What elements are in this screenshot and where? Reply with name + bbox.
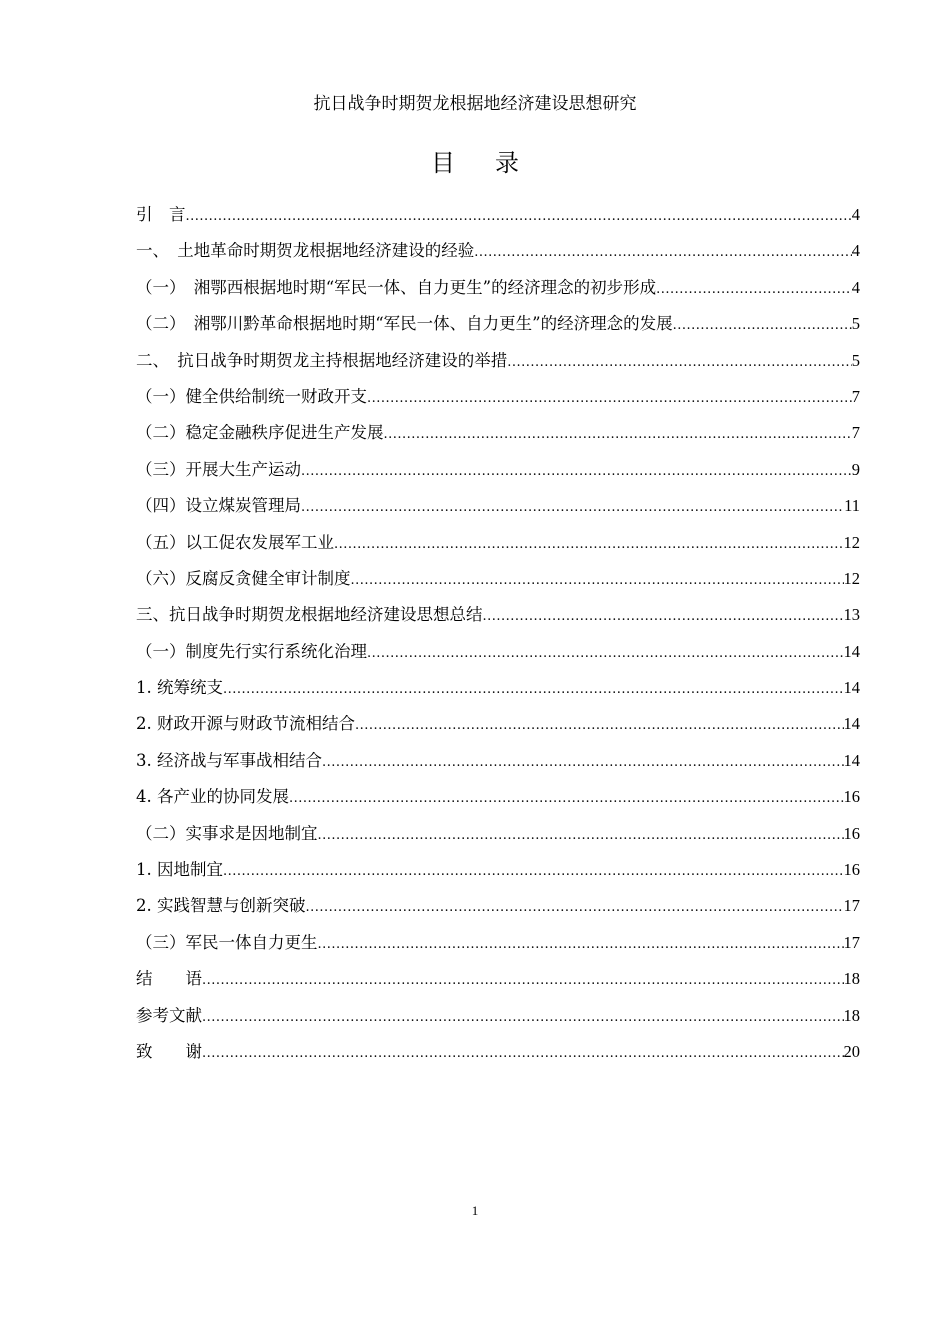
toc-entry-page: 12: [843, 568, 860, 588]
toc-entry-label: （五）以工促农发展军工业: [136, 532, 334, 552]
toc-entry-page: 12: [843, 532, 860, 552]
toc-entry[interactable]: [136, 379, 860, 415]
toc-entry[interactable]: [136, 852, 860, 888]
toc-leader-dots: [318, 927, 844, 963]
toc-entry-page: 14: [843, 641, 860, 661]
toc-entry-label: （三）军民一体自力更生: [136, 932, 318, 952]
toc-entry[interactable]: [136, 998, 860, 1034]
toc-leader-dots: [656, 272, 852, 308]
toc-entry-label: 1. 因地制宜: [136, 860, 223, 880]
toc-leader-dots: [334, 527, 844, 563]
toc-leader-dots: [223, 672, 844, 708]
toc-entry-page: 4: [851, 205, 860, 224]
toc-leader-dots: [474, 235, 852, 271]
toc-entry-page: 18: [843, 969, 860, 989]
toc-entry[interactable]: [136, 706, 860, 742]
toc-entry-page: 4: [851, 241, 860, 261]
toc-entry-page: 16: [843, 787, 860, 807]
toc-entry-page: 9: [851, 459, 860, 479]
toc-leader-dots: [367, 381, 852, 417]
toc-leader-dots: [301, 454, 852, 490]
toc-leader-dots: [367, 636, 844, 672]
toc-entry-label: （二） 湘鄂川黔革命根据地时期“军民一体、自力更生”的经济理念的发展: [136, 314, 673, 334]
toc-entry-label: （一）健全供给制统一财政开支: [136, 386, 367, 406]
toc-leader-dots: [306, 890, 844, 926]
toc-entry[interactable]: [136, 670, 860, 706]
toc-entry-page: 7: [851, 423, 860, 443]
toc-entry-page: 17: [843, 896, 860, 916]
toc-leader-dots: [223, 854, 844, 890]
toc-entry-page: 5: [851, 314, 860, 334]
toc-entry[interactable]: [136, 197, 860, 233]
toc-leader-dots: [673, 308, 852, 344]
toc-entry-label: 结 语: [136, 969, 202, 989]
toc-entry[interactable]: [136, 270, 860, 306]
toc-leader-dots: [355, 708, 844, 744]
toc-entry-label: 三、抗日战争时期贺龙根据地经济建设思想总结: [136, 605, 483, 625]
toc-entry[interactable]: [136, 597, 860, 633]
toc-entry[interactable]: [136, 488, 860, 524]
toc-entry[interactable]: [136, 561, 860, 597]
toc-entry-label: 参考文献: [136, 1005, 202, 1025]
toc-entry-page: 7: [851, 386, 860, 406]
toc-entry-label: （一） 湘鄂西根据地时期“军民一体、自力更生”的经济理念的初步形成: [136, 277, 657, 297]
toc-entry[interactable]: [136, 1034, 860, 1070]
running-header: 抗日战争时期贺龙根据地经济建设思想研究: [313, 94, 637, 114]
toc-entry-label: （六）反腐反贪健全审计制度: [136, 568, 351, 588]
toc-entry-label: 2. 财政开源与财政节流相结合: [136, 714, 355, 734]
toc-entry[interactable]: [136, 525, 860, 561]
toc-entry[interactable]: [136, 343, 860, 379]
toc-entry-label: 3. 经济战与军事战相结合: [136, 750, 322, 770]
toc-leader-dots: [289, 781, 844, 817]
toc-entry[interactable]: [136, 233, 860, 269]
toc-entry[interactable]: [136, 634, 860, 670]
toc-entry-label: （三）开展大生产运动: [136, 459, 301, 479]
toc-entry-label: （二）实事求是因地制宜: [136, 823, 318, 843]
toc-entry-label: （一）制度先行实行系统化治理: [136, 641, 367, 661]
toc-entry-label: 一、 土地革命时期贺龙根据地经济建设的经验: [136, 241, 475, 261]
toc-entry-page: 20: [843, 1041, 860, 1061]
toc-entry-page: 14: [843, 678, 860, 698]
table-of-contents: [136, 197, 860, 1070]
toc-entry-page: 16: [843, 860, 860, 880]
toc-leader-dots: [507, 345, 852, 381]
toc-entry-page: 5: [851, 350, 860, 370]
toc-entry-label: 1. 统筹统支: [136, 678, 223, 698]
toc-entry[interactable]: [136, 961, 860, 997]
toc-entry-page: 11: [844, 496, 860, 516]
toc-entry-page: 13: [843, 605, 860, 625]
toc-entry-label: （四）设立煤炭管理局: [136, 496, 301, 516]
toc-entry-page: 14: [843, 750, 860, 770]
toc-entry-label: 2. 实践智慧与创新突破: [136, 896, 306, 916]
toc-leader-dots: [301, 490, 844, 526]
toc-leader-dots: [202, 1000, 844, 1036]
toc-entry-page: 14: [843, 714, 860, 734]
toc-entry-label: 4. 各产业的协同发展: [136, 787, 289, 807]
toc-entry[interactable]: [136, 415, 860, 451]
toc-entry[interactable]: [136, 888, 860, 924]
toc-leader-dots: [202, 963, 844, 999]
toc-leader-dots: [384, 417, 852, 453]
toc-entry-page: 16: [843, 823, 860, 843]
toc-entry[interactable]: [136, 743, 860, 779]
toc-entry-page: 17: [843, 932, 860, 952]
toc-leader-dots: [318, 818, 844, 854]
toc-title: 目录: [431, 149, 559, 177]
toc-leader-dots: [483, 599, 844, 635]
toc-leader-dots: [186, 199, 852, 235]
toc-entry[interactable]: [136, 306, 860, 342]
toc-entry-label: 二、 抗日战争时期贺龙主持根据地经济建设的举措: [136, 350, 508, 370]
toc-leader-dots: [322, 745, 844, 781]
toc-leader-dots: [351, 563, 844, 599]
toc-entry-page: 4: [851, 277, 860, 297]
toc-entry-label: 致 谢: [136, 1041, 202, 1061]
page-number: 1: [471, 1203, 479, 1218]
toc-entry[interactable]: [136, 816, 860, 852]
toc-entry[interactable]: [136, 925, 860, 961]
toc-entry[interactable]: [136, 779, 860, 815]
toc-leader-dots: [202, 1036, 844, 1072]
toc-entry[interactable]: [136, 452, 860, 488]
toc-entry-label: 引 言: [136, 205, 186, 224]
toc-entry-page: 18: [843, 1005, 860, 1025]
toc-entry-label: （二）稳定金融秩序促进生产发展: [136, 423, 384, 443]
